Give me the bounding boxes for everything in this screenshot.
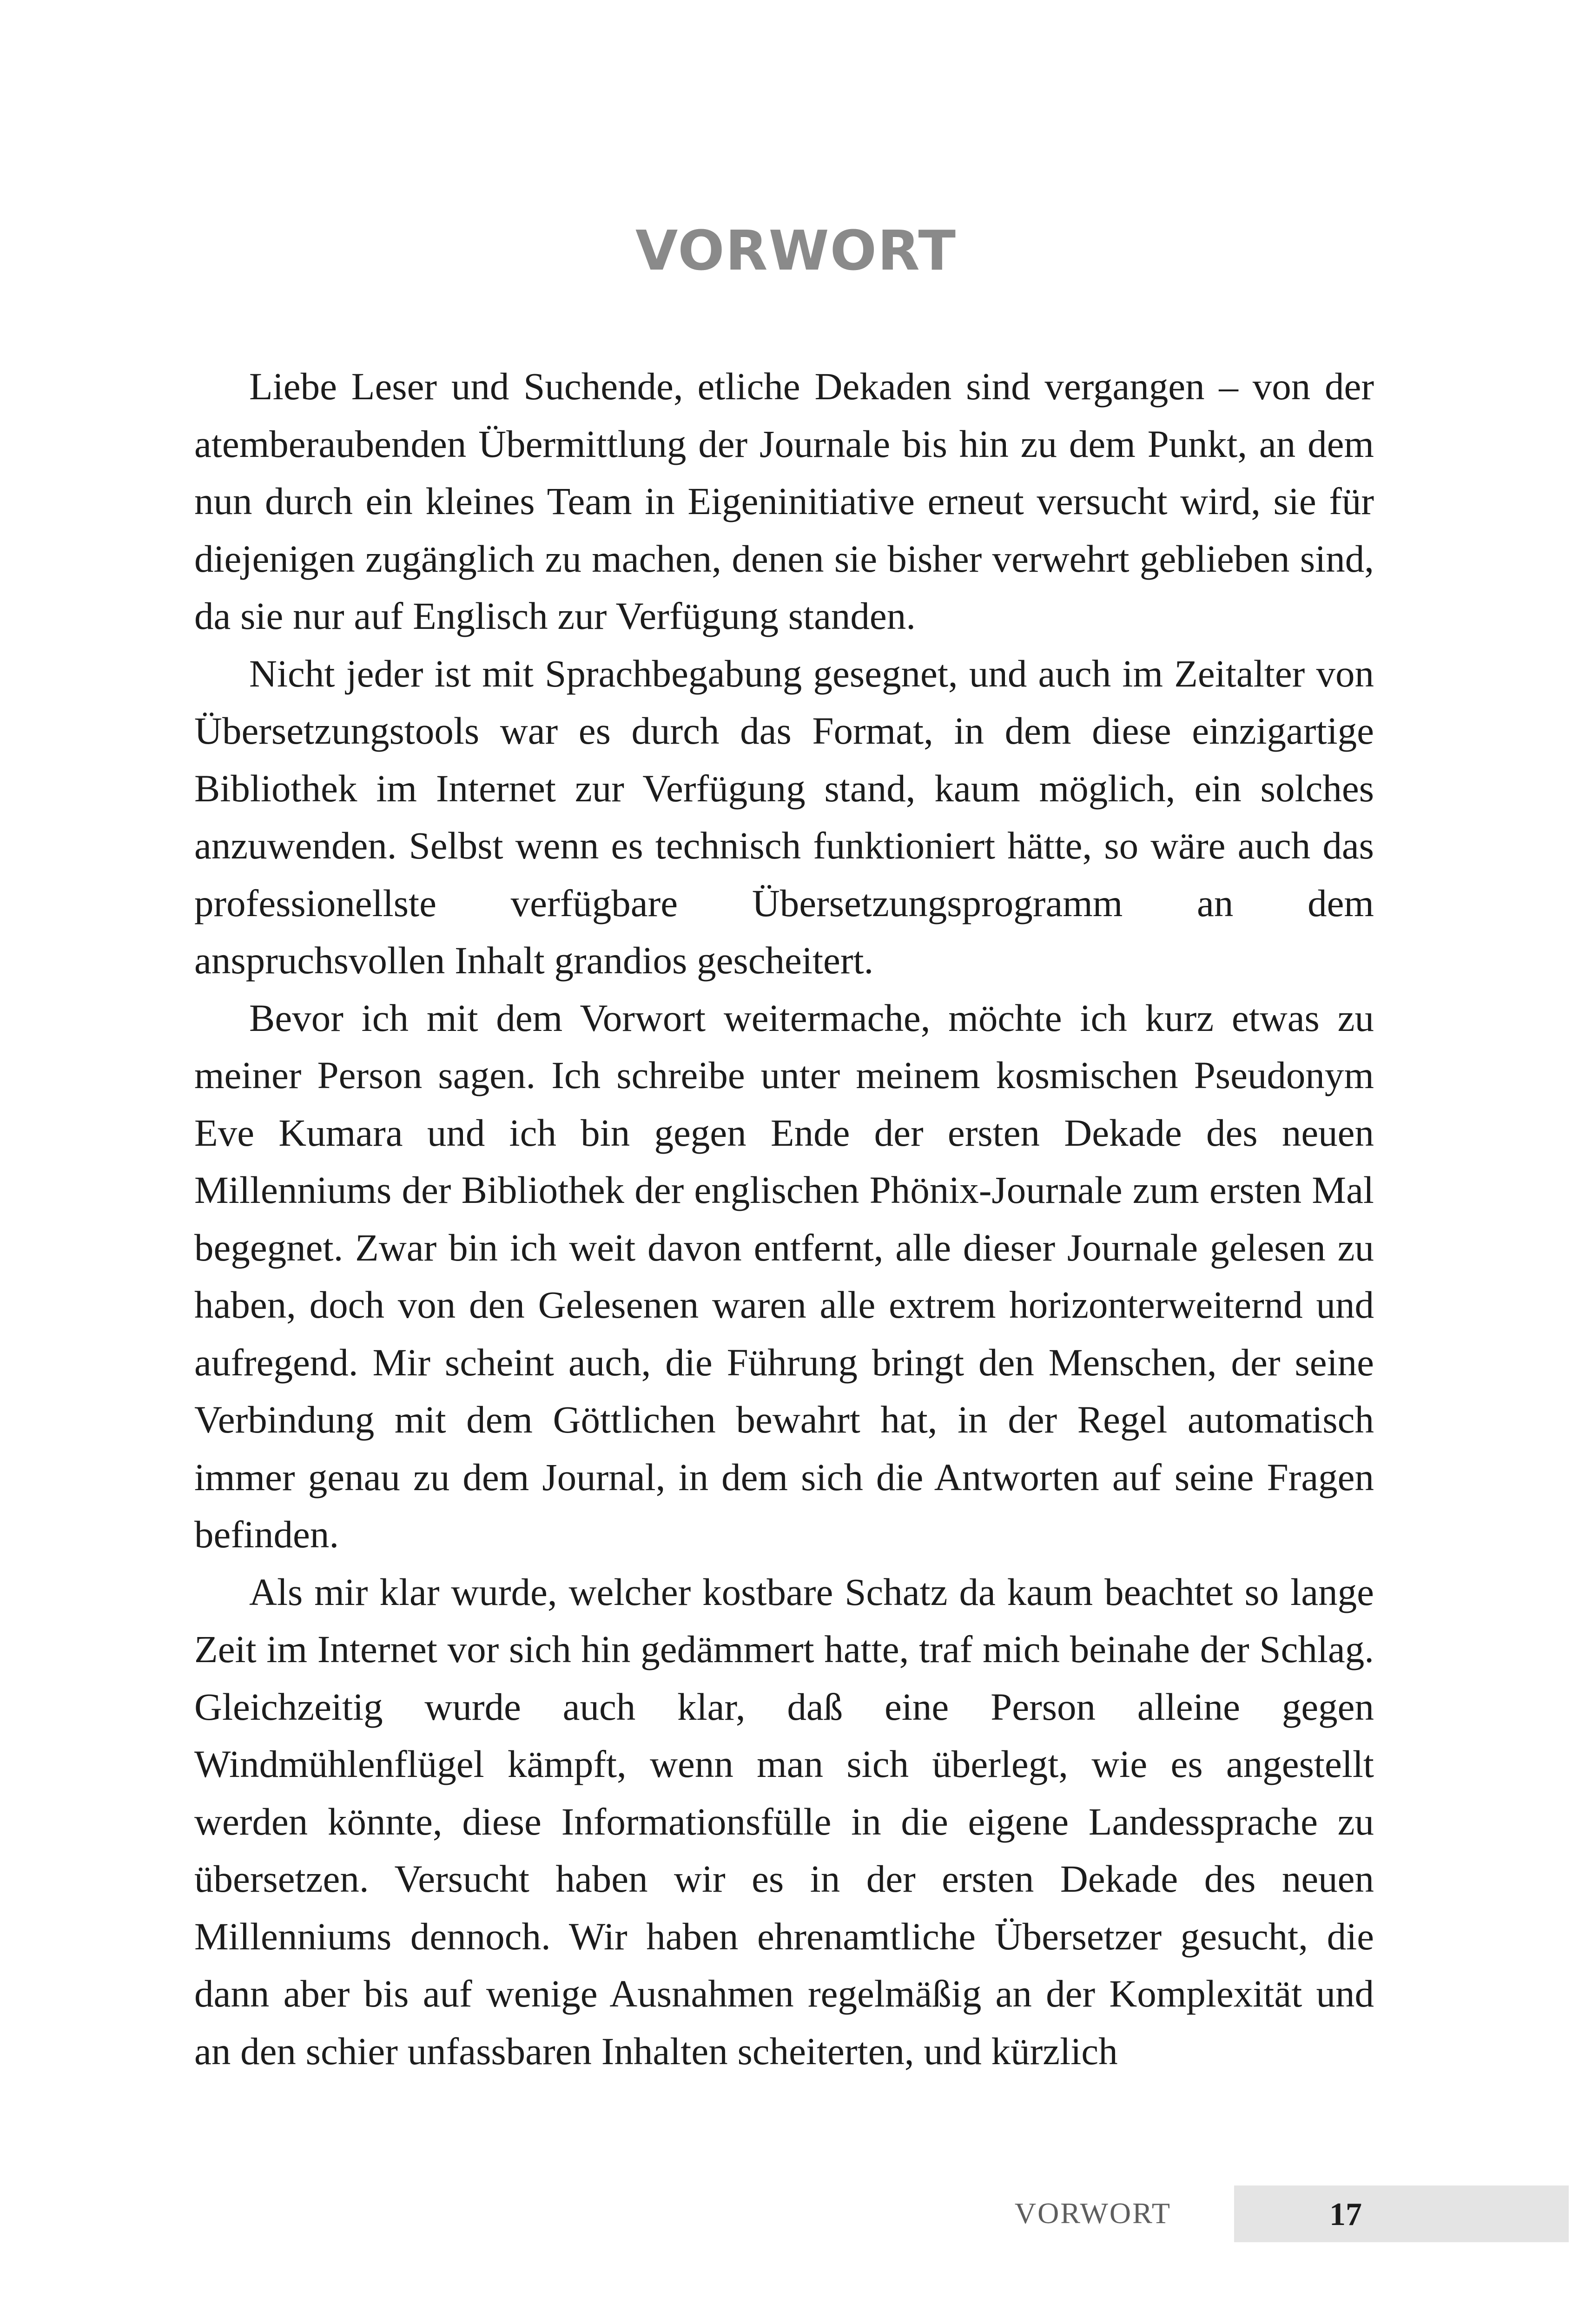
page-number-box (1234, 2185, 1569, 2242)
body-text (194, 358, 1374, 2080)
paragraph: Liebe Leser und Suchende, etliche Dekaden sind vergangen – von der atemberaubenden Übermittlung der Journale bis hin zu dem Punkt, an dem nun durch ein kleines Team in Eigeninitiative erneut versucht wird, sie für diejenigen zugänglich zu machen, denen sie bisher verwehrt geblieben sind, da sie nur auf Englisch zur Verfügung standen. (194, 365, 1374, 637)
paragraph: Bevor ich mit dem Vorwort weitermache, möchte ich kurz etwas zu meiner Person sagen. Ich schreibe unter meinem kosmischen Pseudonym Eve Kumara und ich bin gegen Ende der ersten Dekade des neuen Millenniums der Bibliothek der englischen Phönix-Journale zum ersten Mal begegnet. Zwar bin ich weit davon entfernt, alle dieser Journale gelesen zu haben, doch von den Gelesenen waren alle extrem horizonterweiternd und aufregend. Mir scheint auch, die Führung bringt den Menschen, der seine Verbindung mit dem Göttlichen bewahrt hat, in der Regel automatisch immer genau zu dem Journal, in dem sich die Antworten auf seine Fragen befinden. (194, 996, 1374, 1556)
paragraph: Als mir klar wurde, welcher kostbare Schatz da kaum beachtet so lange Zeit im Internet vor sich hin gedämmert hatte, traf mich beinahe der Schlag. Gleichzeitig wurde auch klar, daß eine Person alleine gegen Windmühlenflügel kämpft, wenn man sich überlegt, wie es angestellt werden könnte, diese Informationsfülle in die eigene Landessprache zu übersetzen. Versucht haben wir es in der ersten Dekade des neuen Millenniums dennoch. Wir haben ehrenamtliche Übersetzer gesucht, die dann aber bis auf wenige Ausnahmen regelmäßig an der Komplexität und an den schier unfassbaren Inhalten scheiterten, und kürzlich (194, 1570, 1374, 2073)
paragraph: Nicht jeder ist mit Sprachbegabung gesegnet, und auch im Zeitalter von Übersetzungstools war es durch das Format, in dem diese einzigartige Bibliothek im Internet zur Verfügung stand, kaum möglich, ein solches anzuwenden. Selbst wenn es technisch funktioniert hätte, so wäre auch das professionellste verfügbare Übersetzungsprogramm an dem anspruchsvollen Inhalt grandios gescheitert. (194, 652, 1374, 982)
running-footer-title: VORWORT (1014, 2197, 1171, 2230)
page-number: 17 (1329, 2197, 1362, 2232)
chapter-title: VORWORT (635, 218, 957, 283)
